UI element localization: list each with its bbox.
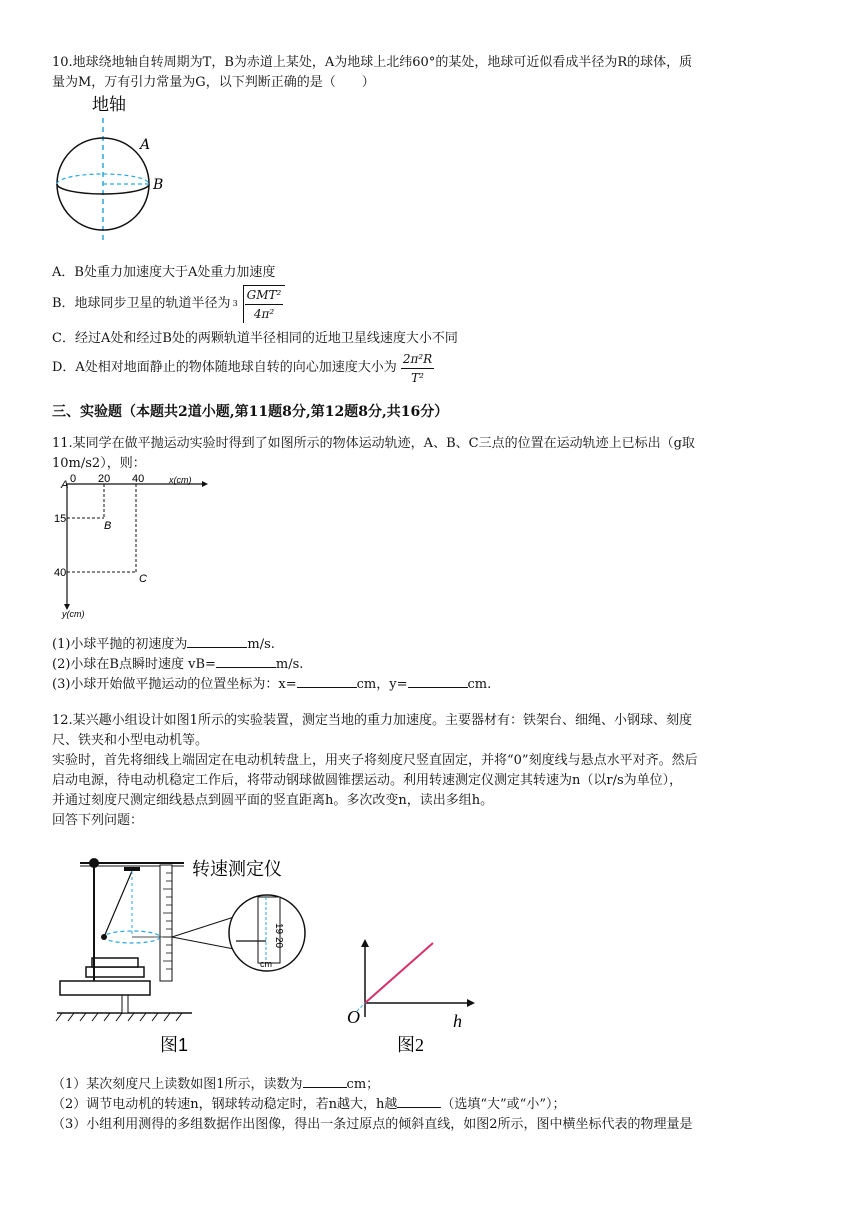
h-axis-label: h [453,1011,462,1031]
q10-stem-line2: 量为M，万有引力常量为G，以下判断正确的是（ ） [52,75,375,90]
frac-num: GMT² [245,286,284,305]
q11-sub2-text: (2)小球在B点瞬时速度 vB= [52,657,216,672]
q12-stem-line3: 实验时，首先将细线上端固定在电动机转盘上，用夹子将刻度尺竖直固定，并将“0”刻度线与悬点水平对齐。然后 [52,753,698,768]
answer-blank[interactable] [187,647,247,648]
q12-stem-line2: 尺、铁夹和小型电动机等。 [52,733,209,748]
answer-blank[interactable] [216,667,276,668]
platform-top [92,958,138,967]
y-axis-label: y(cm) [62,609,85,619]
base-plate [60,981,150,995]
q11-sub2 [52,656,303,674]
ruler [160,865,172,981]
y-tick-15: 15 [54,513,67,525]
sqrt-expression [232,285,286,323]
q11-sub1-unit: m/s. [247,637,275,652]
q12-figure-2 [335,935,485,1060]
q11-sub3-unit: cm. [467,677,492,692]
h-arrow [467,999,475,1007]
y-tick-40: 40 [54,567,67,579]
q11-sub3-text: (3)小球开始做平抛运动的位置坐标为：x= [52,677,297,692]
point-A-label: A [61,479,69,491]
answer-blank[interactable] [297,687,357,688]
q12-stem-line1: 12.某兴趣小组设计如图1所示的实验装置，测定当地的重力加速度。主要器材有：铁架台、细绳、小钢球、刻度 [52,713,692,728]
q12-sub2-text: （2）调节电动机的转速n，钢球转动稳定时，若n越大，h越 [52,1097,398,1112]
answer-blank[interactable] [303,1087,347,1088]
point-A-label: A [140,137,151,153]
q10-earth-figure [52,92,182,252]
x-tick-40: 40 [132,473,145,485]
q11-sub2-unit: m/s. [275,657,304,672]
q12-sub1-text: （1）某次刻度尺上读数如图1所示，读数为 [52,1077,303,1092]
point-B-label: B [104,520,112,532]
q12-sub3: （3）小组利用测得的多组数据作出图像，得出一条过原点的倾斜直线，如图2所示，图中横坐标代表的物理量是 [52,1117,693,1132]
point-C-label: C [139,573,147,585]
earth-axis-label: 地轴 [92,95,126,114]
q11-sub1 [52,636,275,654]
scale-19: 19 [273,923,284,935]
stand-clamp [89,858,99,868]
q12-stem-line5: 并通过刻度尺测定细线悬点到圆平面的竖直距离h。多次改变n，读出多组h。 [52,793,494,808]
q12-sub2-tail: （选填“大”或“小”）； [441,1097,566,1112]
q11-stem-line2: 10m/s2），则： [52,456,146,471]
zoom-line-top [172,917,234,937]
x-tick-20: 20 [98,473,111,485]
q11-sub3 [52,676,491,694]
fig1-caption: 图1 [160,1035,189,1055]
frac-num: 2π²R [401,350,434,369]
q10-option-B-text: B．地球同步卫星的轨道半径为 [52,296,231,311]
steel-ball [101,934,107,940]
pendulum-string [104,871,132,937]
section-title: 三、实验题（本题共2道小题,第11题8分,第12题8分,共16分） [52,404,449,420]
q10-option-A: A．B处重力加速度大于A处重力加速度 [52,265,276,280]
q11-sub1-text: (1)小球平抛的初速度为 [52,637,188,652]
q11-stem-line1: 11.某同学在做平抛运动实验时得到了如图所示的物体运动轨迹，A、B、C三点的位置在运动轨迹上已标出（g取 [52,436,695,451]
q12-stem-line4: 启动电源，待电动机稳定工作后，将带动钢球做圆锥摆运动。利用转速测定仪测定其转速为n（以r/s为单位）， [52,773,683,788]
q12-sub1 [52,1076,379,1094]
answer-blank[interactable] [408,687,468,688]
q11-sub3-mid: cm，y= [356,677,408,692]
root-index: 3 [232,299,238,308]
q12-figure-1 [52,845,322,1060]
ground-hatch [56,1013,182,1021]
q12-sub1-unit: cm； [346,1077,380,1092]
q12-stem-line6: 回答下列问题： [52,813,144,828]
q10-option-D [52,350,434,386]
base-leg [122,995,128,1013]
answer-blank[interactable] [397,1107,441,1108]
frac-den: 4π² [253,307,275,321]
scale-20: 20 [273,937,284,949]
q10-option-C: C．经过A处和经过B处的两颗轨道半径相同的近地卫星线速度大小不同 [52,331,458,346]
fig2-caption: 图2 [397,1035,424,1055]
x-axis-label: x(cm) [169,475,192,485]
q11-trajectory-figure [52,472,212,622]
q10-option-D-text: D．A处相对地面静止的物体随地球自转的向心加速度大小为 [52,360,397,375]
x-arrow [202,481,208,487]
vertical-arrow [361,939,369,947]
instrument-label: 转速测定仪 [192,859,282,879]
scale-unit: cm [260,959,272,969]
point-B-label: B [153,177,164,193]
motor-disc [124,867,140,871]
proportional-line [365,943,433,1003]
zoom-line-bottom [172,937,234,949]
q10-stem-line1: 10.地球绕地轴自转周期为T，B为赤道上某处，A为地球上北纬60°的某处，地球可近似看成半径为R的球体，质 [52,55,693,70]
frac-den: T² [411,370,424,385]
q10-option-B [52,286,285,322]
x-tick-0: 0 [70,473,77,485]
q12-sub2 [52,1096,565,1114]
origin-label: O [347,1007,360,1027]
